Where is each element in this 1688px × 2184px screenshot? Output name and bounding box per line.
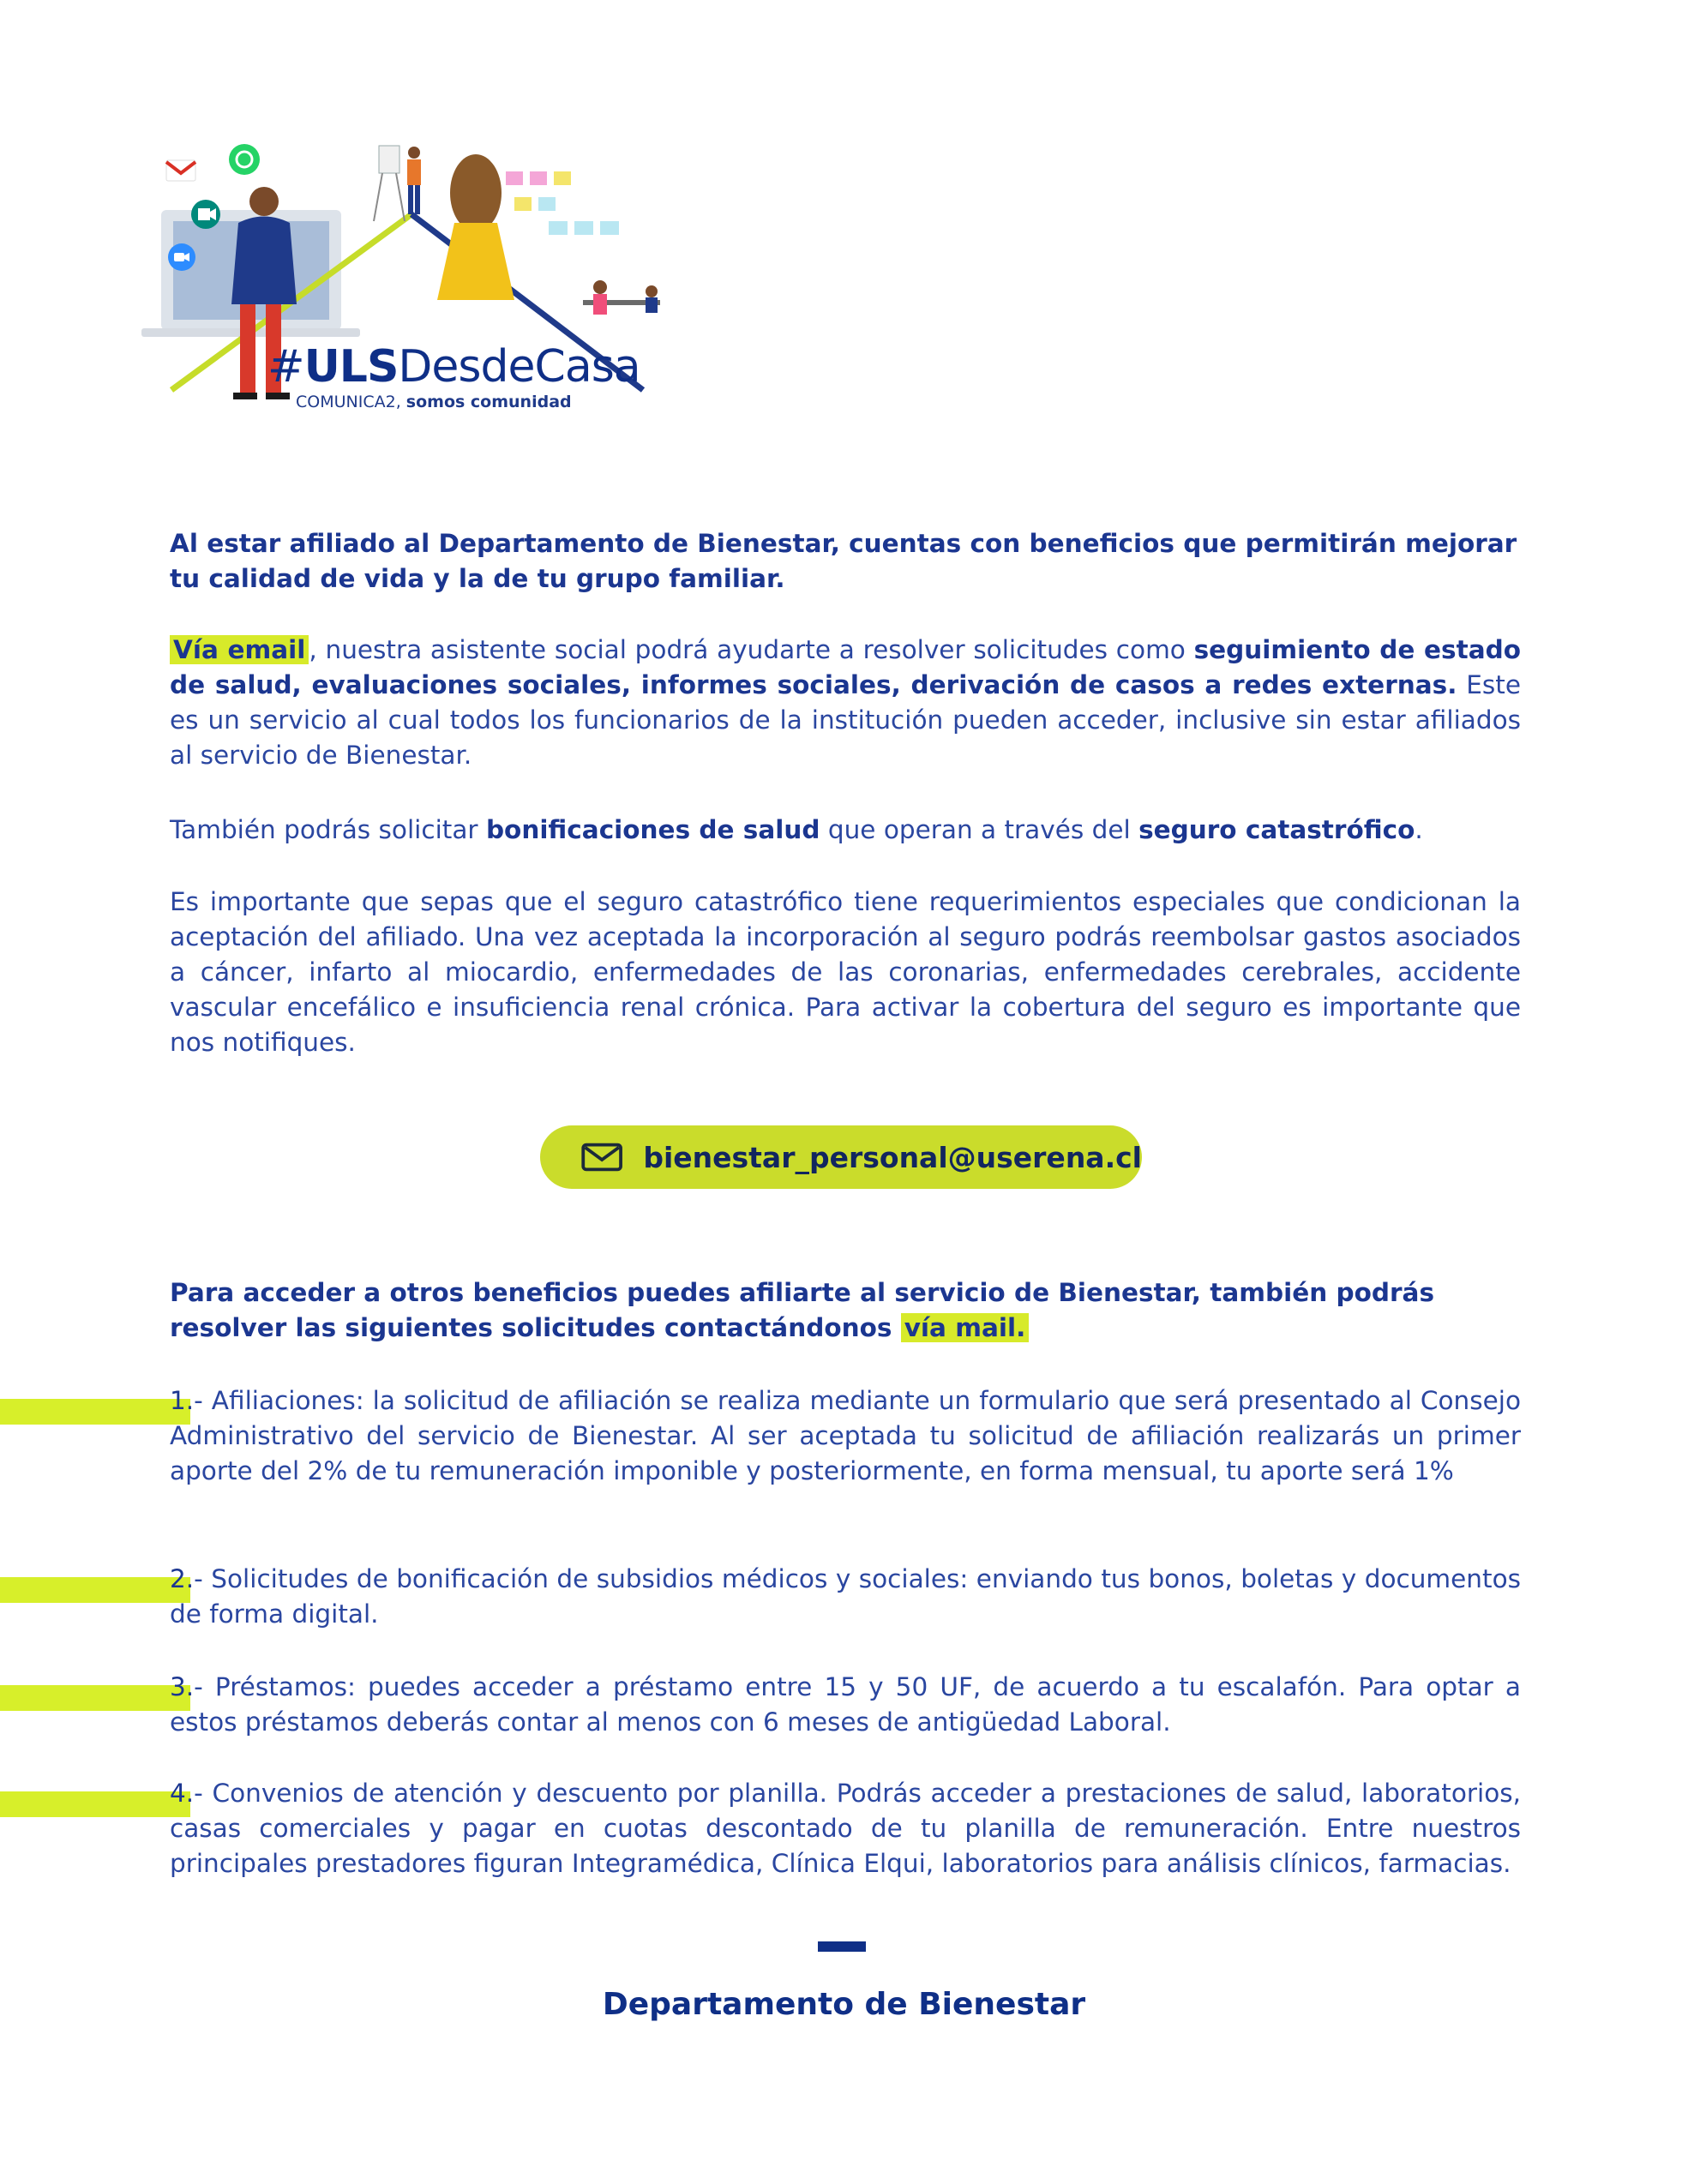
email-address[interactable]: bienestar_personal@userena.cl [643, 1140, 1142, 1174]
sticky-notes-illustration [506, 171, 619, 235]
via-email-highlight: Vía email [170, 635, 309, 664]
brand-subtitle: COMUNICA2, somos comunidad [296, 393, 572, 411]
meet-icon [191, 200, 220, 229]
insurance-paragraph: Es importante que sepas que el seguro catastrófico tiene requerimientos especiales que condicionan la aceptación del afiliado. Una vez aceptada la incorporación al seguro podrás reembolsar gastos asociados a cáncer, infarto al miocardio, enfermedades de las coronarias, enfermedades cerebrales, accidente vascular encefálico e insuficiencia renal crónica. Para activar la cobertura del seguro es importante que nos notifiques. [170, 887, 1521, 1057]
brand-title: #ULSDesdeCasa [267, 341, 640, 393]
presenter-illustration [374, 146, 421, 221]
list-item: 1.- Afiliaciones: la solicitud de afiliación se realiza mediante un formulario que será presentado al Consejo Administrativo del servicio de Bienestar. Al ser aceptada tu solicitud de afiliación realizarás un primer aporte del 2% de tu remuneración imponible y posteriormente, en forma mensual, tu aporte será 1% [170, 1386, 1521, 1485]
via-mail-highlight: vía mail. [901, 1313, 1030, 1342]
list-item: 4.- Convenios de atención y descuento por planilla. Podrás acceder a prestaciones de salud, laboratorios, casas comerciales y pagar en cuotas descontado de tu planilla de remuneración. Entre nuestros principales prestadores figuran Integramédica, Clínica Elqui, laboratorios para análisis clínicos, farmacias. [170, 1779, 1521, 1878]
item-marker-1 [0, 1399, 190, 1425]
mail-icon [581, 1138, 622, 1176]
item-marker-2 [0, 1577, 190, 1603]
item-marker-4 [0, 1791, 190, 1817]
footer-department: Departamento de Bienestar [602, 1987, 1086, 2022]
zoom-icon [168, 243, 195, 271]
whatsapp-icon [229, 144, 260, 175]
item-marker-3 [0, 1685, 190, 1711]
intro-paragraph: Al estar afiliado al Departamento de Bienestar, cuentas con beneficios que permitirán mejorar tu calidad de vida y la de tu grupo familiar. [170, 529, 1517, 593]
email-service-paragraph: Vía email , nuestra asistente social podrá ayudarte a resolver solicitudes como seguimiento de estado de salud, evaluaciones sociales, informes sociales, derivación de casos a redes externas. Este es un servicio al cual todos los funcionarios de la institución pueden acceder, inclusive sin estar afiliados al servicio de Bienestar. [170, 635, 1522, 770]
list-item: 2.- Solicitudes de bonificación de subsidios médicos y sociales: enviando tus bonos, boletas y documentos de forma digital. [170, 1564, 1521, 1629]
bonifications-paragraph: También podrás solicitar bonificaciones de salud que operan a través del seguro catastrófico. [170, 815, 1423, 844]
gmail-icon [166, 160, 195, 181]
other-benefits-paragraph: Para acceder a otros beneficios puedes afiliarte al servicio de Bienestar, también podrás resolver las siguientes solicitudes contactándonos vía mail. [170, 1278, 1434, 1342]
woman-illustration [437, 154, 514, 300]
footer-divider [818, 1941, 866, 1952]
list-item: 3.- Préstamos: puedes acceder a préstamo entre 15 y 50 UF, de acuerdo a tu escalafón. Para optar a estos préstamos deberás contar al menos con 6 meses de antigüedad Laboral. [170, 1672, 1521, 1737]
email-pill[interactable] [540, 1125, 1142, 1189]
family-desk-illustration [583, 280, 660, 315]
